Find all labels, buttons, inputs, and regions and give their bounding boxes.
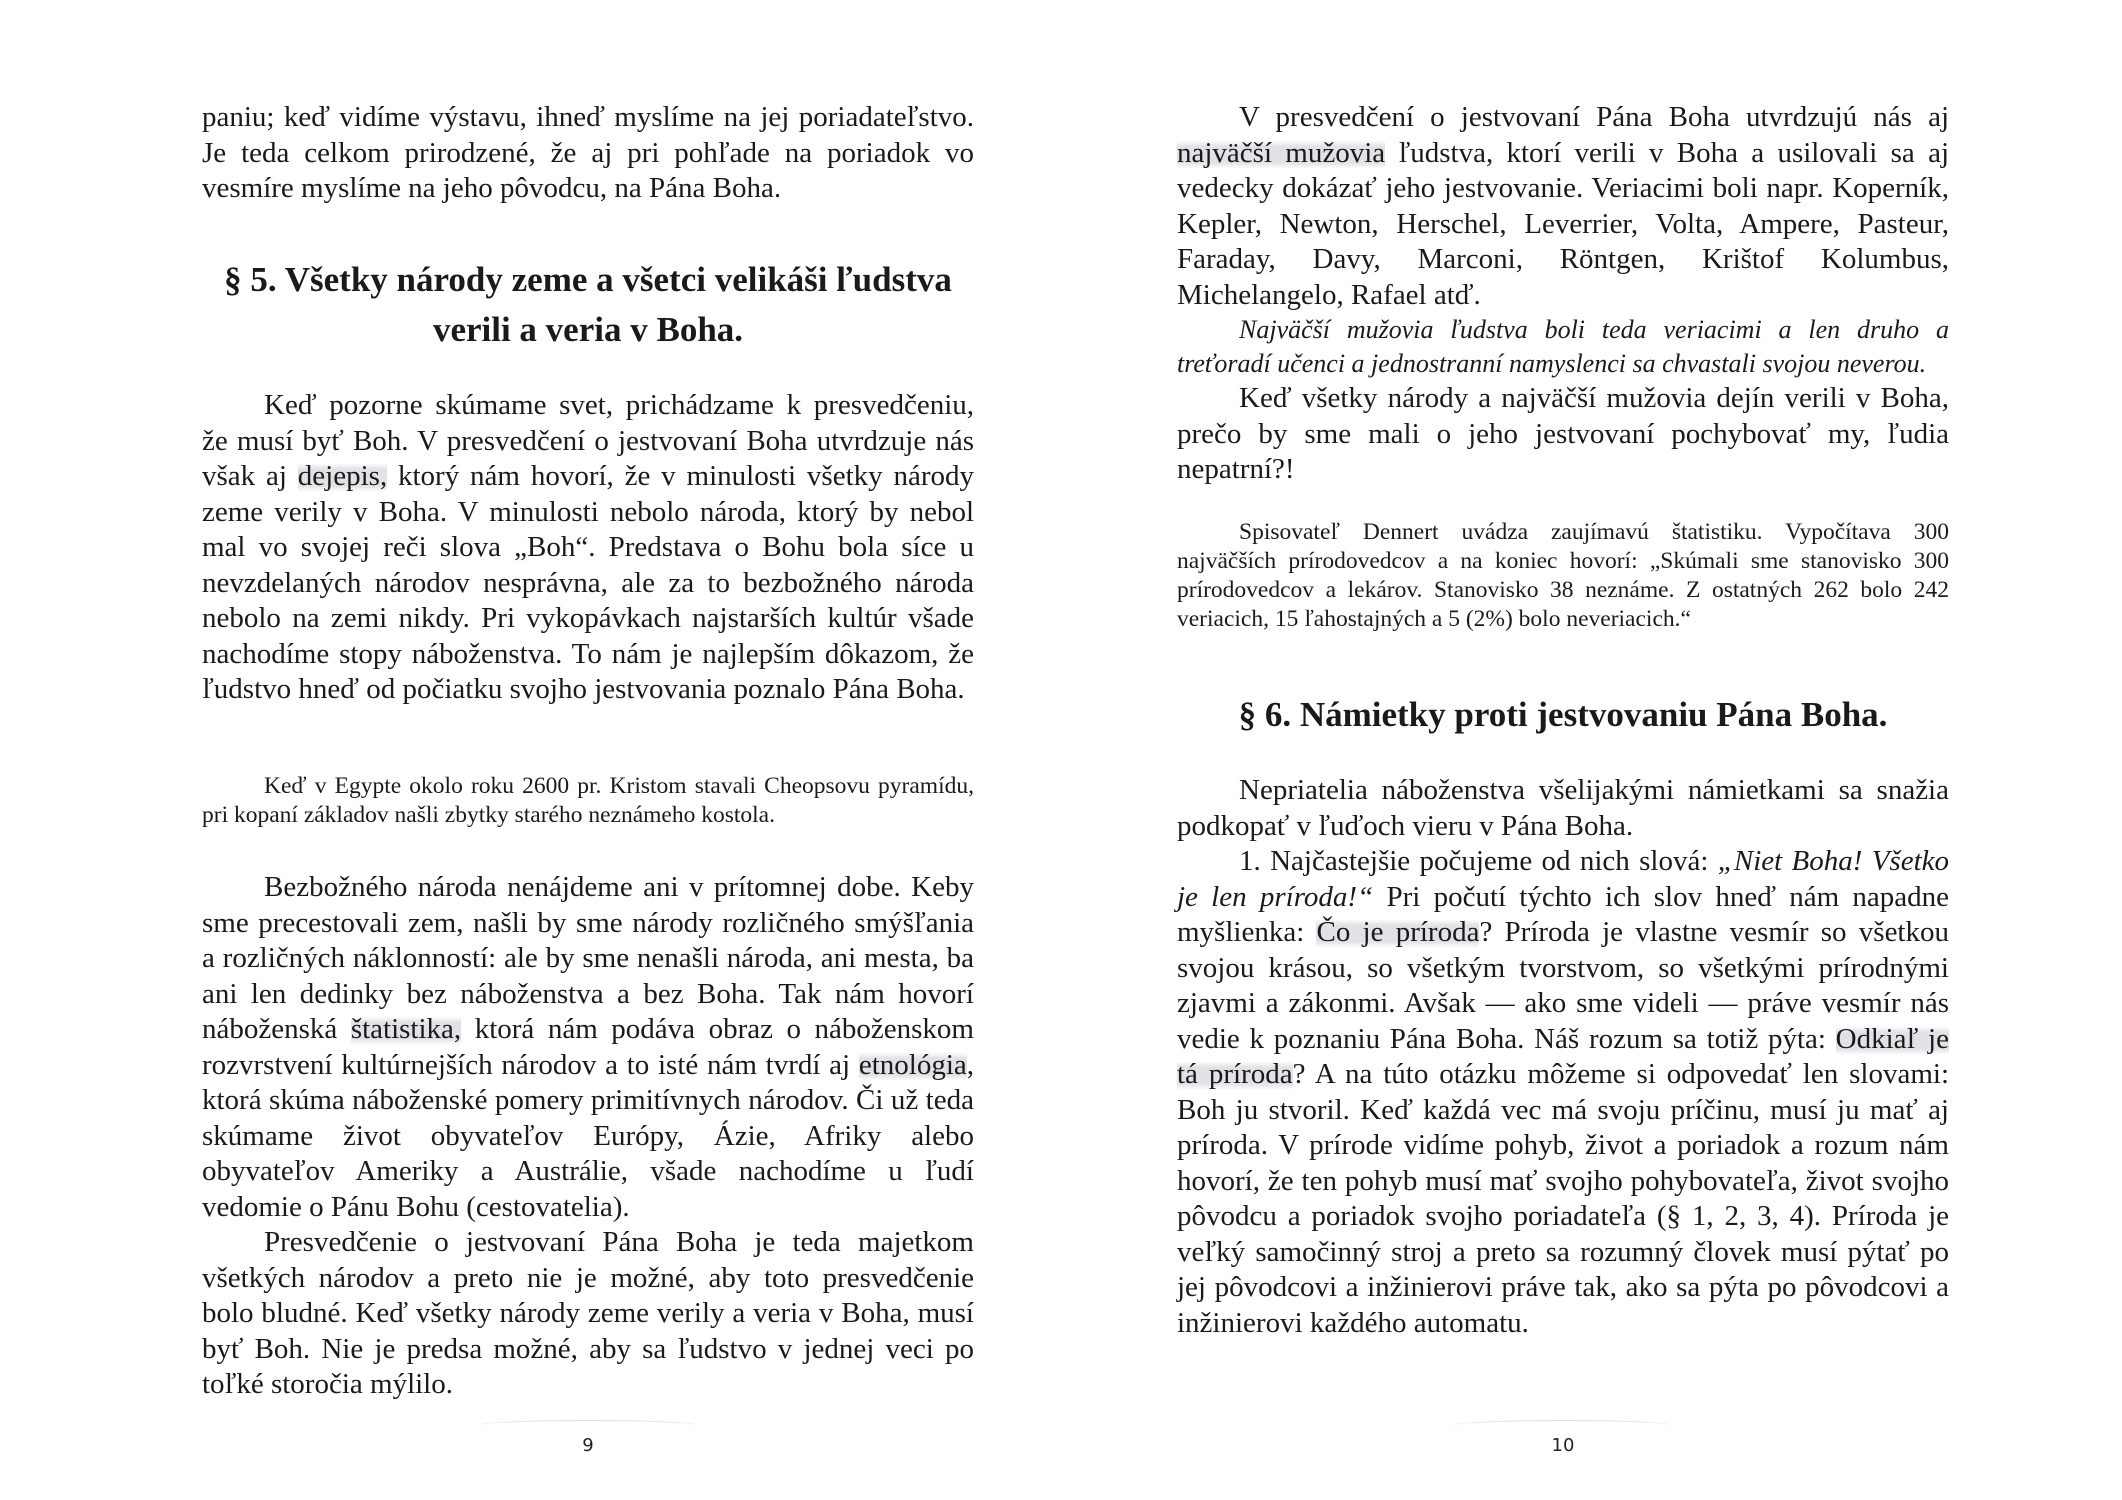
left-body-2 bbox=[202, 870, 974, 1403]
text-run: Bezbožného národa nenájdeme ani v prítomnej dobe. Keby sme precestovali zem, našli by sme národy rozličného smýšľania a rozličných náklonností: ale by sme nenašli národa, ani mesta, ba ani len dedinky bez náboženstva a bez Boha. Tak nám hovorí náboženská bbox=[202, 871, 974, 1045]
highlighted-term: Čo je príroda bbox=[1316, 916, 1480, 948]
heading-line: verili a veria v Boha. bbox=[432, 310, 744, 349]
highlighted-term: štatistika, bbox=[350, 1013, 462, 1045]
right-page bbox=[1177, 0, 1949, 1500]
left-intro bbox=[202, 100, 974, 207]
paragraph bbox=[1177, 844, 1949, 1341]
footnote: Keď v Egypte okolo roku 2600 pr. Kristom stavali Cheopsovu pyramídu, pri kopaní základov našli zbytky starého neznámeho kostola. bbox=[202, 773, 974, 828]
paragraph: Nepriatelia náboženstva všelijakými námietkami sa snažia podkopať v ľuďoch vieru v Pána Boha. bbox=[1177, 774, 1949, 842]
text-run: Pri počutí týchto ich slov hneď nám napadne myšlienka: bbox=[1177, 880, 1950, 948]
footer-ornament bbox=[1453, 1420, 1673, 1431]
paragraph: Keď všetky národy a najväčší mužovia dejín verili v Boha, prečo by sme mali o jeho jestvovaní pochybovať my, ľudia nepatrní?! bbox=[1177, 382, 1949, 485]
right-body-2 bbox=[1177, 773, 1949, 1341]
heading-line: § 5. Všetky národy zeme a všetci velikáši ľudstva bbox=[224, 260, 952, 299]
text-run: Keď pozorne skúmame svet, prichádzame k presvedčeniu, že musí byť Boh. V presvedčení o jestvovaní Boha utvrdzuje nás však aj bbox=[202, 389, 974, 492]
paragraph bbox=[202, 388, 974, 708]
left-page bbox=[202, 0, 974, 1500]
text-run: ? Príroda je vlastne vesmír so všetkou svojou krásou, so všetkým tvorstvom, so všetkými prírodnými zjavmi a zákonmi. Avšak — ako sme videli — práve vesmír nás vedie k poznaniu Pána Boha. Náš rozum sa totiž pýta: bbox=[1177, 916, 1949, 1055]
text-run: , ktorá skúma náboženské pomery primitívnych národov. Či už teda skúmame život obyvateľov Európy, Ázie, Afriky alebo obyvateľov Ameriky a Austrálie, všade nachodíme u ľudí vedomie o Pánu Bohu (cestovatelia). bbox=[202, 1048, 974, 1223]
right-body-1 bbox=[1177, 100, 1949, 488]
highlighted-term: najväčší mužovia bbox=[1177, 136, 1386, 169]
left-body-1 bbox=[202, 388, 974, 708]
text-run: ktorý nám hovorí, že v minulosti všetky národy zeme verily v Boha. V minulosti nebolo národa, ktorý by nebol mal vo svojej reči slova „Boh“. Predstava o Bohu bola síce u nevzdelaných národov nesprávna, ale za to bezbožného národa nebolo na zemi nikdy. Pri vykopávkach najstarších kultúr všade nachodíme stopy náboženstva. To nám je najlepším dôkazom, že ľudstvo hneď od počiatku svojho jestvovania poznalo Pána Boha. bbox=[202, 460, 974, 705]
quoted-text: „Niet Boha! Všetko je len príroda!“ bbox=[1177, 845, 1949, 913]
highlighted-term: etnológia bbox=[858, 1048, 967, 1081]
footnote-dennert bbox=[1177, 518, 1949, 634]
footer-ornament bbox=[478, 1420, 698, 1431]
text-run: ktorá nám podáva obraz o náboženskom rozvrstvení kultúrnejších národov a to isté nám tvrdí aj bbox=[202, 1013, 974, 1081]
section-5-heading bbox=[202, 255, 974, 355]
page-number: 9 bbox=[582, 1435, 594, 1456]
text-run: ľudstva, ktorí verili v Boha a usilovali sa aj vedecky dokázať jeho jestvovanie. Veriacimi boli napr. Koperník, Kepler, Newton, Herschel, Leverrier, Volta, Ampere, Pasteur, Faraday, Davy, Marconi, Röntgen, Krištof Kolumbus, Michelangelo, Rafael atď. bbox=[1177, 136, 1950, 311]
footnote-cheops bbox=[202, 772, 974, 830]
page-number: 10 bbox=[1551, 1435, 1575, 1456]
heading-line: § 6. Námietky proti jestvovaniu Pána Boha. bbox=[1238, 695, 1888, 734]
paragraph: Presvedčenie o jestvovaní Pána Boha je teda majetkom všetkých národov a preto nie je možné, aby toto presvedčenie bolo bludné. Keď všetky národy zeme verily a veria v Boha, musí byť Boh. Nie je predsa možné, aby sa ľudstvo v jednej veci po toľké storočia mýlilo. bbox=[202, 1226, 974, 1400]
section-6-heading bbox=[1177, 690, 1949, 740]
footnote: Spisovateľ Dennert uvádza zaujímavú štatistiku. Vypočítava 300 najväčších prírodovedcov a na koniec hovorí: „Skúmali sme stanovisko 300 prírodovedcov a lekárov. Stanovisko 38 neznáme. Z ostatných 262 bolo 242 veriacich, 15 ľahostajných a 5 (2%) bolo neveriacich.“ bbox=[1177, 519, 1949, 632]
paragraph bbox=[1177, 100, 1949, 313]
right-footer bbox=[1177, 1420, 1949, 1456]
paragraph: paniu; keď vidíme výstavu, ihneď myslíme na jej poriadateľstvo. Je teda celkom prirodzené, že aj pri pohľade na poriadok vo vesmíre myslíme na jeho pôvodcu, na Pána Boha. bbox=[202, 101, 974, 204]
text-run: V presvedčení o jestvovaní Pána Boha utvrdzujú nás aj bbox=[1239, 101, 1949, 133]
text-run: 1. Najčastejšie počujeme od nich slová: bbox=[1239, 845, 1718, 877]
left-footer bbox=[202, 1420, 974, 1456]
text-run: ? A na túto otázku môžeme si odpovedať len slovami: Boh ju stvoril. Keď každá vec má svoju príčinu, musí ju mať aj príroda. V prírode vidíme pohyb, život a poriadok a rozum nám hovorí, že ten pohyb musí mať svojho pohybovateľa, život svojho pôvodcu a poriadok svojho poriadateľa (§ 1, 2, 3, 4). Príroda je veľký samočinný stroj a preto sa rozumný človek musí pýtať po jej pôvodcovi a inžinierovi práve tak, ako sa pýta po pôvodcovi a inžinierovi každého automatu. bbox=[1177, 1058, 1949, 1339]
paragraph bbox=[202, 870, 974, 1225]
highlighted-term: dejepis, bbox=[297, 460, 388, 492]
highlighted-term: Odkiaľ je tá príroda bbox=[1177, 1022, 1949, 1090]
italic-note: Najväčší mužovia ľudstva boli teda veriacimi a len druho a treťoradí učenci a jednostranní namyslenci sa chvastali svojou neverou. bbox=[1177, 315, 1949, 378]
